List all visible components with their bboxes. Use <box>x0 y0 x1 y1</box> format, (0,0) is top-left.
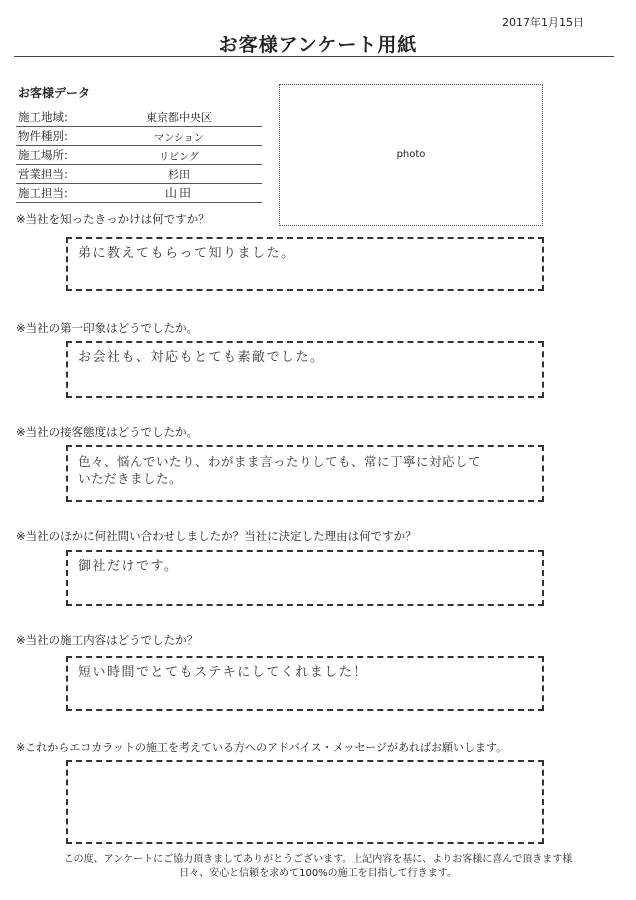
customer-row-value: 杉田 <box>168 168 190 181</box>
answer-text-5 <box>78 664 532 681</box>
answer-line: 短い時間でとてもステキにしてくれました！ <box>78 665 368 680</box>
customer-row-label: 施工担当: <box>18 186 68 200</box>
customer-row-label: 施工場所: <box>18 148 68 162</box>
customer-row-value-handwritten: 山田 <box>164 186 193 200</box>
footer-line: 日々、安心と信頼を求めて100%の施工を目指して行きます。 <box>179 868 457 879</box>
answer-text-1 <box>78 245 532 262</box>
answer-box-6 <box>66 760 544 844</box>
customer-row-label: 営業担当: <box>18 167 68 181</box>
answer-line: 色々、悩んでいたり、わがまま言ったりしても、常に丁寧に対応して <box>78 454 482 469</box>
answer-text-3 <box>78 453 532 487</box>
page-title: お客様アンケート用紙 <box>218 34 418 56</box>
answer-box-3 <box>66 445 544 502</box>
customer-row-value: マンション <box>154 133 204 144</box>
customer-row-label: 物件種別: <box>18 129 68 143</box>
question-2: ※当社の第一印象はどうでしたか。 <box>16 321 199 335</box>
customer-row-installer <box>16 184 262 203</box>
footer-message <box>0 853 636 881</box>
answer-line: 弟に教えてもらって知りました。 <box>78 246 296 261</box>
footer-line: この度、アンケートにご協力頂きましてありがとうございます。上記内容を基に、よりお客様に喜んで頂きます様 <box>63 854 573 865</box>
customer-row-label: 施工地域: <box>18 110 68 124</box>
survey-date: 2017年1月15日 <box>502 16 584 29</box>
answer-box-5 <box>66 656 544 711</box>
question-3: ※当社の接客態度はどうでしたか。 <box>16 425 199 439</box>
customer-row-location <box>16 146 262 165</box>
photo-label: photo <box>396 149 426 160</box>
answer-line: 御社だけです。 <box>78 559 179 574</box>
answer-text-4 <box>78 558 532 575</box>
question-5: ※当社の施工内容はどうでしたか？ <box>16 633 199 647</box>
question-4: ※当社のほかに何社問い合わせしましたか？当社に決定した理由は何ですか？ <box>16 529 417 543</box>
answer-box-4 <box>66 550 544 606</box>
customer-data-heading: お客様データ <box>18 86 91 100</box>
customer-row-property-type <box>16 127 262 146</box>
photo-placeholder <box>279 84 543 226</box>
answer-line: いただきました。 <box>78 471 183 486</box>
customer-row-value: 東京都中央区 <box>146 111 212 124</box>
customer-row-sales-rep <box>16 165 262 184</box>
question-6: ※これからエコカラットの施工を考えている方へのアドバイス・メッセージがあればお願いします。 <box>16 741 508 754</box>
customer-data-table <box>16 108 262 203</box>
customer-row-area <box>16 108 262 127</box>
title-underline <box>14 56 614 57</box>
question-1: ※当社を知ったきっかけは何ですか？ <box>16 212 210 226</box>
answer-box-2 <box>66 341 544 398</box>
answer-box-1 <box>66 237 544 291</box>
answer-text-2 <box>78 349 532 366</box>
customer-row-value: リビング <box>159 152 199 163</box>
answer-line: お会社も、対応もとても素敵でした。 <box>78 350 325 365</box>
